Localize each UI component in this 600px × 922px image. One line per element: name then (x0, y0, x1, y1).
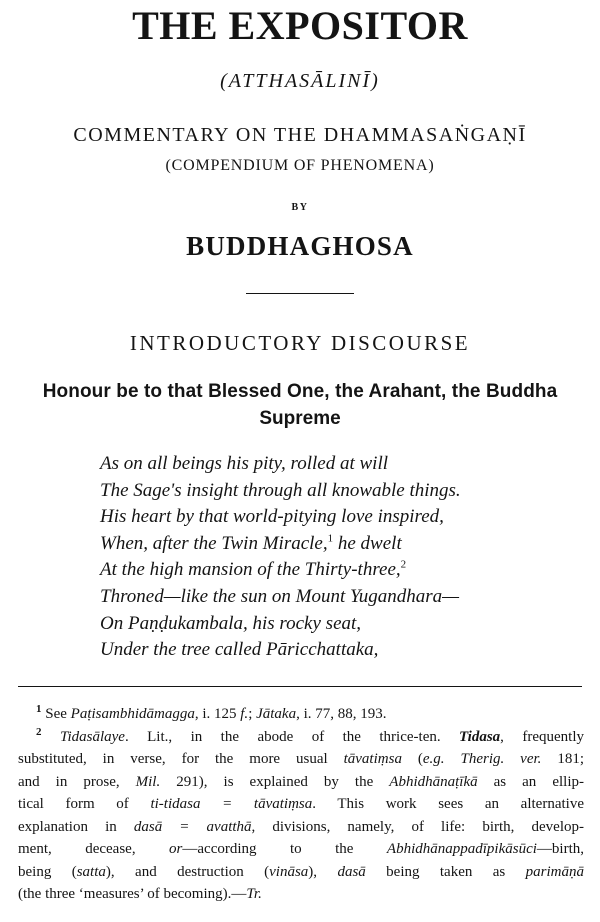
footnote-text: f. (240, 706, 249, 722)
footnote-text: ), and destruction ( (105, 863, 270, 880)
footnote-line (18, 793, 584, 816)
by-label: BY (291, 202, 309, 213)
footnote-term: vināsa (269, 863, 309, 880)
footnote-term: or (169, 841, 183, 857)
footnote-term: Abhidhānaṭīkā (389, 773, 478, 790)
verse-text: When, after the Twin Miracle, (100, 532, 328, 554)
verse-block (100, 451, 580, 664)
verse-line: Throned—like the sun on Mount Yugandhara— (100, 585, 460, 607)
footnote-term: Mil. (135, 773, 161, 790)
footnote-term: dasā = avatthā (133, 818, 252, 835)
footnote-line (18, 883, 584, 906)
footnote-text: tical form of (18, 796, 151, 812)
footnote-line (18, 726, 584, 749)
citation: Paṭisambhidāmagga (70, 706, 195, 722)
footnote-line (18, 838, 584, 861)
footnote-text: being ( (18, 863, 77, 880)
honour-line-1: Honour be to that Blessed One, the Arahant, the Buddha (42, 381, 558, 402)
footnote-text: , i. 77, 88, 193. (296, 706, 387, 722)
footnote-mark: 1 (36, 703, 42, 715)
footnote-text: —birth, (536, 841, 584, 857)
footnote-term: ti-tidasa = tāvatiṃsa (150, 796, 313, 812)
footnote-mark: 2 (36, 725, 42, 738)
subtitle: (ATTHASĀLINĪ) (220, 70, 380, 92)
author-name: BUDDHAGHOSA (186, 231, 414, 261)
section-divider (246, 293, 354, 294)
footnote-text (42, 729, 60, 745)
footnote-line (18, 771, 584, 794)
footnote-text: ), (308, 863, 338, 880)
footnote-term: Tidasa (459, 728, 501, 745)
footnote-text: (the three ‘measures’ of becoming).— (18, 886, 247, 902)
footnote-text: ment, decease, (18, 841, 170, 857)
verse-line: Under the tree called Pāricchattaka, (100, 639, 379, 661)
footnote-text: , divisions, namely, of life: birth, develop- (251, 818, 584, 835)
footnote-term: e.g. Therig. ver. (422, 751, 542, 767)
footnote-text: , frequently (500, 728, 584, 745)
commentary-heading: COMMENTARY ON THE DHAMMASAṄGAṆĪ (73, 124, 527, 146)
verse-line: His heart by that world-pitying love inspired, (100, 506, 444, 528)
footnote-text: ( (401, 751, 423, 767)
footnote-text: . Lit., in the abode of the thrice-ten. (124, 728, 460, 745)
footnote-text: and in prose, (18, 773, 136, 790)
footnote-term: parimāṇā (525, 863, 584, 880)
footnote-term: Tidasālaye (59, 728, 125, 745)
footnote-1 (18, 703, 584, 726)
footnote-text: —according to the (182, 841, 387, 857)
verse-line: As on all beings his pity, rolled at will (100, 453, 388, 474)
footnote-text: . This work sees an alternative (312, 796, 584, 812)
footnote-term: satta (76, 863, 106, 880)
footnote-text: 181; (541, 751, 585, 767)
footnote-term: tāvatiṃsa (343, 751, 402, 767)
footnotes (18, 703, 584, 906)
citation: Jātaka (256, 706, 297, 722)
verse-line: On Paṇḍukambala, his rocky seat, (100, 612, 362, 634)
footnote-divider (18, 686, 582, 687)
footnote-text: substituted, in verse, for the more usual (18, 751, 344, 767)
footnote-ref-2[interactable]: 2 (400, 559, 407, 572)
footnote-line (18, 861, 584, 884)
footnote-text: ; (248, 706, 257, 722)
footnote-ref-1[interactable]: 1 (327, 532, 334, 545)
footnote-term: Abhidhānappadīpikāsūci (386, 841, 537, 857)
verse-line (100, 557, 580, 584)
footnote-2 (18, 726, 584, 906)
footnote-text: , i. 125 (194, 706, 241, 722)
verse-text: he dwelt (333, 532, 402, 554)
footnote-line (18, 748, 584, 771)
footnote-text: 291), is explained by the (160, 773, 390, 790)
honour-line-2: Supreme (259, 408, 341, 429)
verse-line (100, 531, 580, 558)
footnote-text: being taken as (365, 863, 526, 880)
footnote-text: as an ellip- (477, 773, 584, 790)
discourse-heading: INTRODUCTORY DISCOURSE (129, 331, 471, 355)
verse-text: At the high mansion of the Thirty-three, (100, 559, 401, 581)
footnote-term: Tr. (246, 886, 262, 902)
footnote-text: See (41, 706, 71, 722)
page-title: THE EXPOSITOR (132, 3, 468, 48)
compendium-heading: (COMPENDIUM OF PHENOMENA) (165, 157, 435, 174)
verse-line: The Sage's insight through all knowable things. (100, 479, 461, 501)
footnote-line (18, 816, 584, 839)
footnote-text: explanation in (18, 818, 134, 835)
footnote-term: dasā (337, 863, 366, 880)
footnote-line (18, 703, 584, 726)
